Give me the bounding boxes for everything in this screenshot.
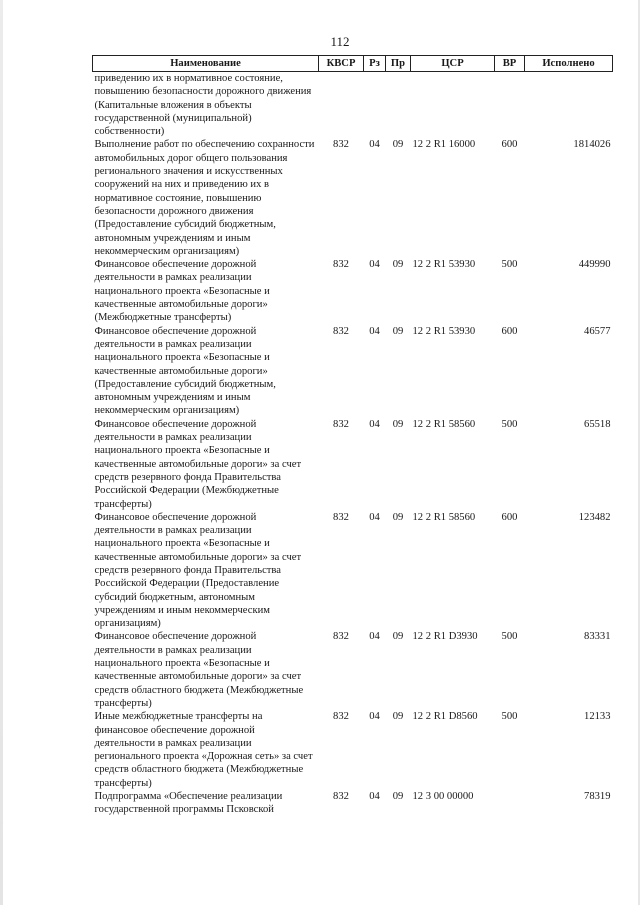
cell-kvsr: 832 [333,259,349,271]
cell-csr: 12 2 R1 53930 [412,325,476,337]
cell-vr: 500 [501,711,518,723]
cell-name: приведению их в нормативное состояние, повышению безопасности дорожного движения (Капитальные вложения в объекты государственной (муниципальной) собственности) [94,73,312,138]
cell-name: Выполнение работ по обеспечению сохранности автомобильных дорог общего пользования регионального значения и искусственных сооружений на них и приведению их в нормативное состояние, повышению безопасности дорожного движения (Предоставление субсидий бюджетным, автономным учреждениям и иным некоммерческим организациям) [94,139,315,257]
cell-kvsr: 832 [333,711,349,723]
cell-name: Финансовое обеспечение дорожной деятельности в рамках реализации национального проекта «Безопасные и качественные автомобильные дороги» за счет средств областного бюджета (Межбюджетные трансферты) [94,631,304,709]
table-row [93,511,613,631]
cell-done: 1814026 [573,139,611,151]
table-row [93,710,613,790]
header-csr: ЦСР [411,56,495,72]
cell-rz: 04 [369,511,380,523]
cell-pr: 09 [392,631,404,643]
table-row [93,72,613,139]
cell-rz: 04 [369,418,380,430]
table-row [93,790,613,817]
header-kvsr: КВСР [319,56,364,72]
cell-kvsr: 832 [333,511,349,523]
cell-pr: 09 [392,511,404,523]
cell-done: 78319 [584,791,611,803]
cell-csr: 12 2 R1 16000 [412,139,476,151]
header-done: Исполнено [525,56,613,72]
cell-vr: 600 [501,511,518,523]
table-row [93,418,613,511]
cell-pr [386,72,411,139]
cell-vr [495,72,525,139]
cell-csr: 12 2 R1 58560 [412,511,476,523]
cell-vr: 500 [501,418,518,430]
cell-name: Финансовое обеспечение дорожной деятельности в рамках реализации национального проекта «Безопасные и качественные автомобильные дороги» (Предоставление субсидий бюджетным, автономным учреждениям и иным некоммерческим организациям) [94,325,276,417]
cell-name: Иные межбюджетные трансферты на финансовое обеспечение дорожной деятельности в рамках реализации регионального проекта «Дорожная сеть» за счет средств областного бюджета (Межбюджетные трансферты) [94,711,313,789]
cell-kvsr [319,72,364,139]
cell-csr [411,72,495,139]
cell-csr: 12 2 R1 D8560 [412,711,478,723]
cell-vr: 500 [501,259,518,271]
cell-name: Финансовое обеспечение дорожной деятельности в рамках реализации национального проекта «Безопасные и качественные автомобильные дороги» за счет средств резервного фонда Правительства Российской Федерации (Межбюджетные трансферты) [94,418,302,510]
table-body [93,72,613,817]
cell-pr: 09 [392,711,404,723]
cell-rz: 04 [369,631,380,643]
header-pr: Пр [386,56,411,72]
cell-rz [364,72,386,139]
cell-rz: 04 [369,325,380,337]
cell-kvsr: 832 [333,139,349,151]
cell-name: Финансовое обеспечение дорожной деятельности в рамках реализации национального проекта «Безопасные и качественные автомобильные дороги» за счет средств резервного фонда Правительства Российской Федерации (Предоставление субсидий бюджетным, автономным учреждениям и иным некоммерческим организациям) [94,511,302,630]
cell-vr [495,790,525,817]
cell-done [525,72,613,139]
page-number: 112 [330,34,350,49]
cell-csr: 12 2 R1 D3930 [412,631,478,643]
header-name: Наименование [93,56,319,72]
cell-rz: 04 [369,711,380,723]
cell-done: 123482 [578,511,611,523]
cell-vr: 500 [501,631,518,643]
cell-done: 65518 [584,418,611,430]
cell-name: Финансовое обеспечение дорожной деятельности в рамках реализации национального проекта «Безопасные и качественные автомобильные дороги» (Межбюджетные трансферты) [94,259,270,324]
cell-kvsr: 832 [333,325,349,337]
cell-kvsr: 832 [333,791,349,803]
cell-rz: 04 [369,259,380,271]
budget-table [92,55,613,817]
table-row [93,138,613,258]
table-row [93,258,613,324]
cell-kvsr: 832 [333,631,349,643]
table-header [93,56,613,72]
cell-rz: 04 [369,791,380,803]
cell-pr: 09 [392,418,404,430]
cell-pr: 09 [392,791,404,803]
cell-pr: 09 [392,259,404,271]
table-row [93,325,613,418]
cell-csr: 12 2 R1 58560 [412,418,476,430]
cell-pr: 09 [392,139,404,151]
cell-rz: 04 [369,139,380,151]
header-vr: ВР [495,56,525,72]
cell-done: 449990 [578,259,611,271]
cell-csr: 12 3 00 00000 [412,791,474,803]
cell-vr: 600 [501,139,518,151]
cell-done: 83331 [584,631,611,643]
scan-edge-left [0,0,3,905]
header-row [93,56,613,72]
cell-kvsr: 832 [333,418,349,430]
cell-name: Подпрограмма «Обеспечение реализации государственной программы Псковской [94,791,283,816]
cell-pr: 09 [392,325,404,337]
cell-vr: 600 [501,325,518,337]
cell-done: 12133 [584,711,611,723]
cell-csr: 12 2 R1 53930 [412,259,476,271]
header-rz: Рз [364,56,386,72]
cell-done: 46577 [584,325,611,337]
table-row [93,630,613,710]
